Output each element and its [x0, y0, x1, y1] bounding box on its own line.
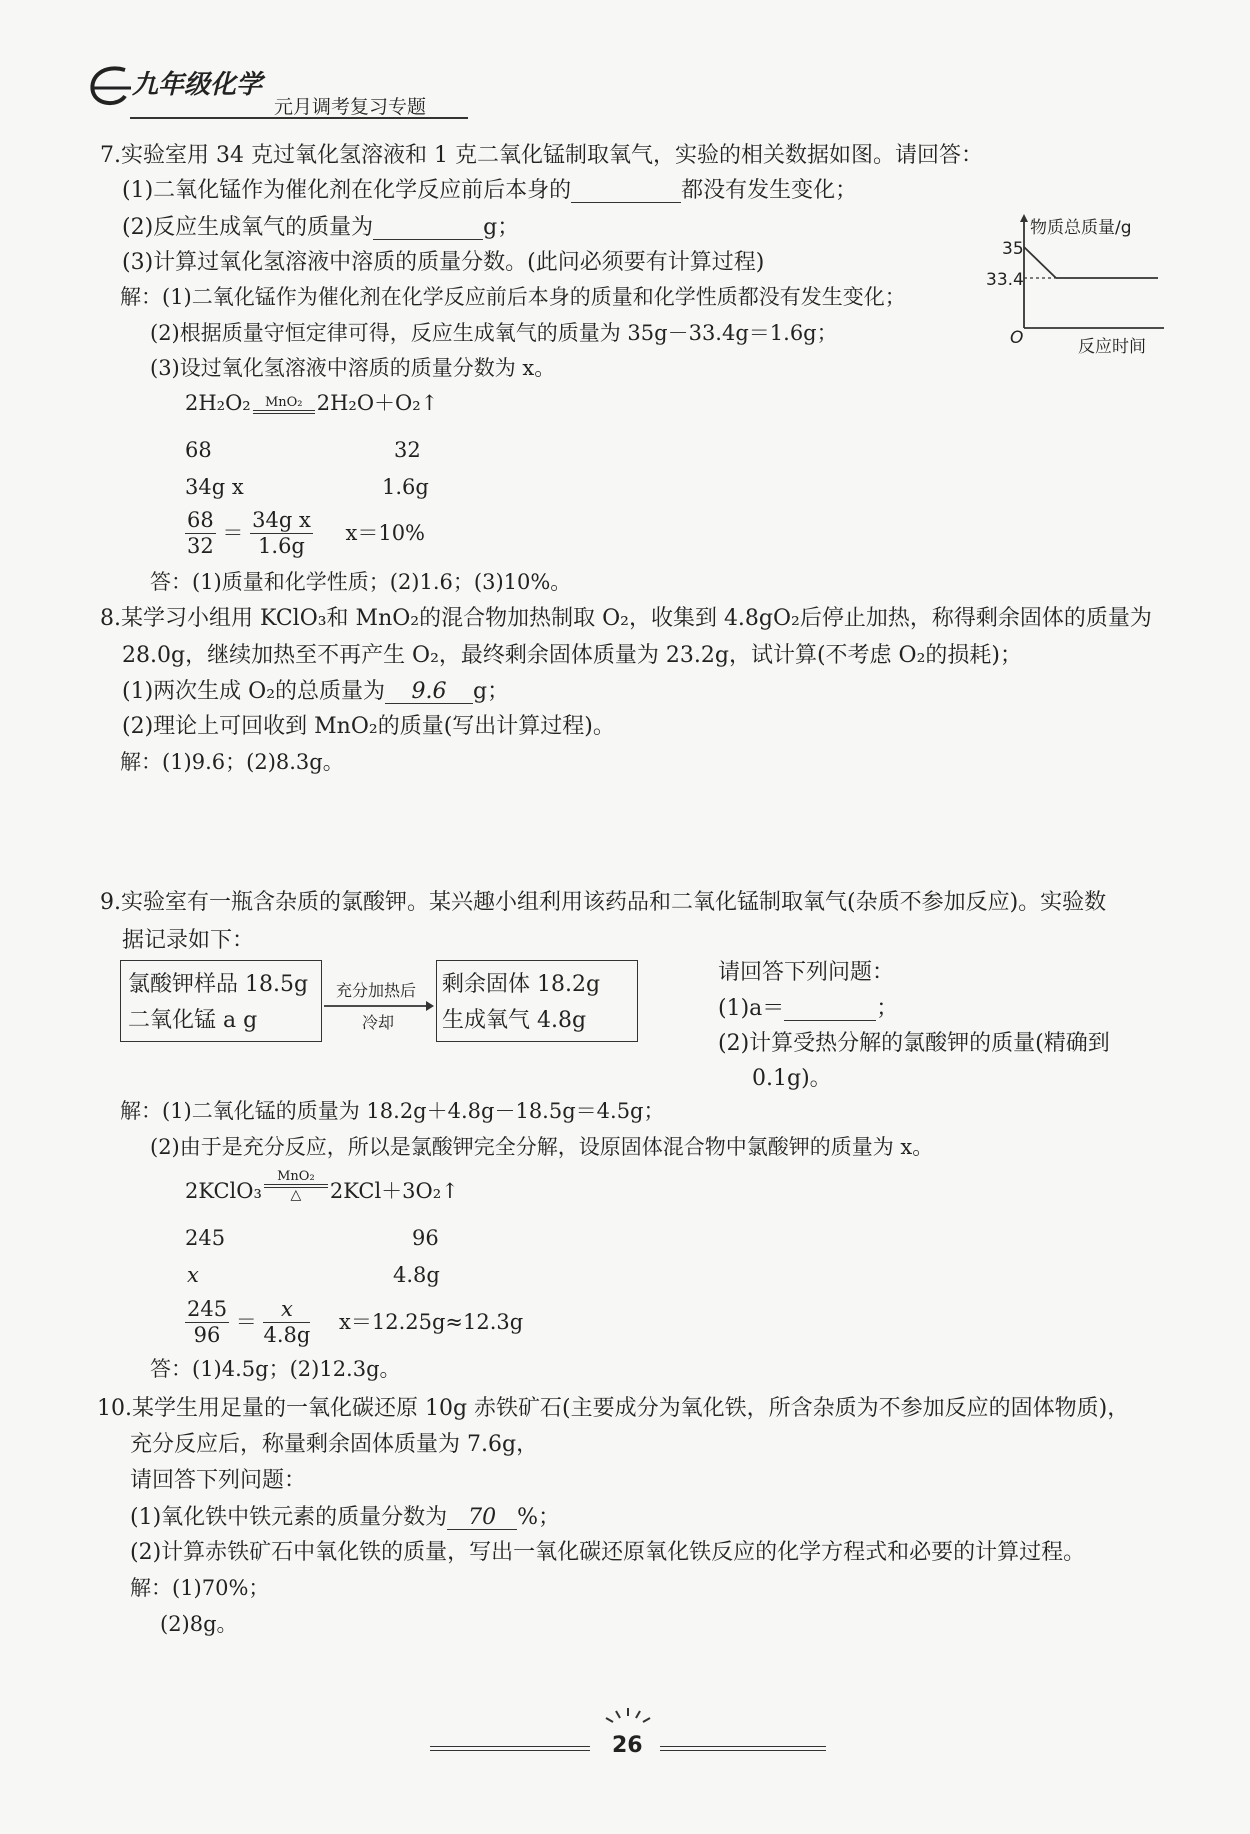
q7-mass-b: 1.6g: [382, 475, 429, 499]
chart-origin: O: [1010, 328, 1024, 348]
q9-part2-a: (2)计算受热分解的氯酸钾的质量(精确到: [718, 1031, 1110, 1056]
q9-ask: 请回答下列问题：: [718, 960, 895, 985]
q9-solution-1: 解：(1)二氧化锰的质量为 18.2g＋4.8g－18.5g＝4.5g；: [120, 1099, 665, 1123]
q7-part3: (3)计算过氧化氢溶液中溶质的质量分数。(此问必须要有计算过程): [122, 250, 765, 275]
q9-ratio-a: 245: [185, 1226, 226, 1250]
q10-ask: 请回答下列问题：: [130, 1468, 307, 1493]
q8-blank1[interactable]: 9.6: [385, 681, 473, 704]
q7-blank2[interactable]: [373, 217, 483, 240]
header-subtitle: 元月调考复习专题: [274, 96, 427, 118]
q10-stem-1: 10.某学生用足量的一氧化碳还原 10g 赤铁矿石(主要成分为氧化铁，所含杂质为不参加反应的固体物质)，: [97, 1396, 1130, 1421]
chart-ytick-33-4: 33.4: [986, 270, 1024, 290]
q9-mass-b: 4.8g: [393, 1263, 440, 1287]
q9-part2-b: 0.1g)。: [752, 1066, 832, 1091]
chart-xlabel: 反应时间: [1078, 337, 1146, 357]
q10-blank1[interactable]: 70: [447, 1507, 517, 1530]
chart-series-segment-1: [1024, 247, 1056, 278]
q9-box1-line1: 氯酸钾样品 18.5g: [128, 972, 309, 997]
q7-part2: (2)反应生成氧气的质量为 g；: [122, 215, 520, 240]
q7-ratio-b: 32: [394, 438, 421, 462]
q10-stem-2: 充分反应后，称量剩余固体质量为 7.6g，: [130, 1432, 539, 1457]
q9-answer: 答：(1)4.5g；(2)12.3g。: [150, 1357, 401, 1381]
q7-blank1[interactable]: [571, 180, 681, 203]
q9-part1: (1)a＝ ；: [718, 996, 899, 1021]
swirl-icon: [85, 62, 133, 110]
q10-part2: (2)计算赤铁矿石中氧化铁的质量，写出一氧化碳还原氧化铁反应的化学方程式和必要的计算过程。: [130, 1540, 1086, 1565]
q7-solution-3: (3)设过氧化氢溶液中溶质的质量分数为 x。: [150, 356, 556, 380]
q9-blank1[interactable]: [784, 998, 876, 1021]
q7-solution-2: (2)根据质量守恒定律可得，反应生成氧气的质量为 35g－33.4g＝1.6g；: [150, 321, 838, 345]
footer-rule-right: [660, 1746, 826, 1751]
q9-arrow-top: 充分加热后: [336, 981, 417, 1000]
q7-ratio-a: 68: [185, 438, 212, 462]
q8-part2: (2)理论上可回收到 MnO₂的质量(写出计算过程)。: [122, 714, 615, 739]
q9-ratio-b: 96: [412, 1226, 439, 1250]
header-title: 九年级化学: [132, 70, 263, 100]
q9-arrow-bottom: 冷却: [362, 1013, 395, 1032]
q7-stem: 7.实验室用 34 克过氧化氢溶液和 1 克二氧化锰制取氧气，实验的相关数据如图。请回答：: [100, 143, 983, 168]
q9-proportion: $\frac{245}{96}$ ＝ $\frac{x}{4.8g}$ x＝12.25g≈12.3g: [187, 1297, 524, 1347]
q7-answer: 答：(1)质量和化学性质；(2)1.6；(3)10%。: [150, 570, 572, 594]
q8-stem-2: 28.0g，继续加热至不再产生 O₂，最终剩余固体质量为 23.2g，试计算(不考虑 O₂的损耗)；: [122, 643, 1022, 668]
footer-rule-left: [430, 1746, 590, 1751]
q9-solution-2: (2)由于是充分反应，所以是氯酸钾完全分解，设原固体混合物中氯酸钾的质量为 x。: [150, 1135, 934, 1159]
q7-proportion: $\frac{68}{32}$ ＝ $\frac{\text{34g x}}{1.6g}$ x＝10%: [187, 508, 426, 558]
q7-part1: (1)二氧化锰作为催化剂在化学反应前后本身的 都没有发生变化；: [122, 178, 858, 203]
q7-solution-1: 解：(1)二氧化锰作为催化剂在化学反应前后本身的质量和化学性质都没有发生变化；: [120, 285, 906, 309]
q8-part1: (1)两次生成 O₂的总质量为 9.6 g；: [122, 679, 510, 704]
q9-box2-line2: 生成氧气 4.8g: [442, 1008, 587, 1033]
header-rule: [130, 117, 468, 119]
chart-ylabel: 物质总质量/g: [1030, 218, 1132, 238]
q8-solution: 解：(1)9.6；(2)8.3g。: [120, 750, 344, 774]
q10-solution-2: (2)8g。: [160, 1612, 238, 1636]
q9-equation: 2KClO₃ MnO₂ △ 2KCl＋3O₂↑: [185, 1169, 459, 1203]
chart-y-arrow: [1020, 214, 1028, 222]
q9-box1-line2: 二氧化锰 a g: [128, 1008, 258, 1033]
footer-sun-icon: [600, 1706, 656, 1734]
q7-equation: 2H₂O₂ MnO₂ 2H₂O＋O₂↑: [185, 391, 439, 415]
q9-box2-line1: 剩余固体 18.2g: [442, 972, 601, 997]
q9-stem-1: 9.实验室有一瓶含杂质的氯酸钾。某兴趣小组利用该药品和二氧化锰制取氧气(杂质不参加反应)。实验数: [100, 890, 1107, 915]
chart-ytick-35: 35: [1002, 239, 1024, 259]
header-logo: [85, 62, 133, 114]
q10-part1: (1)氧化铁中铁元素的质量分数为 70 %；: [130, 1505, 561, 1530]
q9-stem-2: 据记录如下：: [122, 928, 255, 953]
q9-mass-a: x: [187, 1263, 199, 1287]
page-number: 26: [612, 1733, 643, 1758]
q10-solution-1: 解：(1)70%；: [130, 1576, 270, 1600]
q7-mass-a: 34g x: [185, 475, 244, 499]
q8-stem-1: 8.某学习小组用 KClO₃和 MnO₂的混合物加热制取 O₂，收集到 4.8gO₂后停止加热，称得剩余固体的质量为: [100, 606, 1152, 631]
